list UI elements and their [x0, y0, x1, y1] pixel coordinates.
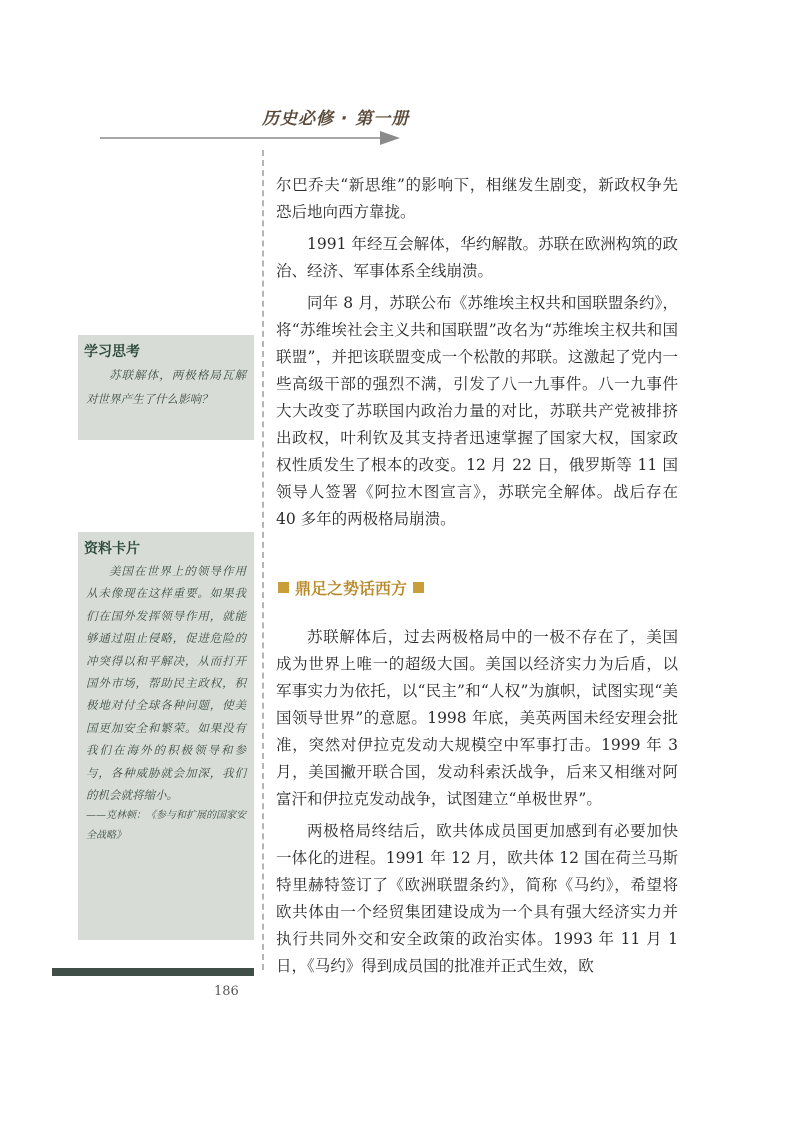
- sidebar-card-box: [78, 532, 254, 940]
- square-bullet-icon: [278, 582, 289, 593]
- square-bullet-icon: [413, 582, 424, 593]
- paragraph: 尔巴乔夫“新思维”的影响下，相继发生剧变，新政权争先恐后地向西方靠拢。: [276, 176, 678, 221]
- paragraph: 两极格局终结后，欧共体成员国更加感到有必要加快一体化的进程。1991 年 12 月，欧共体 12 国在荷兰马斯特里赫特签订了《欧洲联盟条约》，简称《马约》，希望将欧共体由一个经贸集团建设成为一个具有强大经济实力并执行共同外交和安全政策的政治实体。1993 年 11 月 1 日，《马约》得到成员国的批准并正式生效，欧: [276, 822, 678, 975]
- page-number: 186: [214, 984, 239, 999]
- sidebar-card-source: ——克林顿：《参与和扩展的国家安全战略》: [86, 810, 246, 842]
- sidebar-thinking-text: 苏联解体，两极格局瓦解对世界产生了什么影响？: [86, 368, 246, 406]
- sidebar-thinking-title: 学习思考: [84, 344, 140, 360]
- column-divider: [262, 150, 264, 970]
- paragraph: 苏联解体后，过去两极格局中的一极不存在了，美国成为世界上唯一的超级大国。美国以经济实力为后盾，以军事实力为依托，以“民主”和“人权”为旗帜，试图实现“美国领导世界”的意愿。1998 年底，美英两国未经安理会批准，突然对伊拉克发动大规模空中军事打击。1999 年 3 月，美国撇开联合国，发动科索沃战争，后来又相继对阿富汗和伊拉克发动战争，试图建立“单极世界”。: [276, 628, 678, 808]
- paragraph: 同年 8 月，苏联公布《苏维埃主权共和国联盟条约》，将“苏维埃社会主义共和国联盟”改名为“苏维埃主权共和国联盟”，并把该联盟变成一个松散的邦联。这激起了党内一些高级干部的强烈不满，引发了八一九事件。八一九事件大大改变了苏联国内政治力量的对比，苏联共产党被排挤出政权，叶利钦及其支持者迅速掌握了国家大权，国家政权性质发生了根本的改变。12 月 22 日，俄罗斯等 11 国领导人签署《阿拉木图宣言》，苏联完全解体。战后存在 40 多年的两极格局崩溃。: [276, 294, 678, 528]
- footer-bar: [52, 968, 254, 976]
- section-heading-text: 鼎足之势话西方: [295, 579, 408, 598]
- running-header-title: 历史必修 · 第一册: [262, 109, 410, 129]
- paragraph: 1991 年经互会解体，华约解散。苏联在欧洲构筑的政治、经济、军事体系全线崩溃。: [276, 235, 678, 280]
- sidebar-card-title: 资料卡片: [84, 541, 140, 557]
- section-heading: [278, 576, 424, 599]
- header-arrow-icon: [380, 131, 400, 145]
- sidebar-thinking-box: [78, 335, 254, 440]
- sidebar-card-text: 美国在世界上的领导作用从未像现在这样重要。如果我们在国外发挥领导作用，就能够通过阻止侵略，促进危险的冲突得以和平解决，从而打开国外市场，帮助民主政权，积极地对付全球各种问题，使美国更加安全和繁荣。如果没有我们在海外的积极领导和参与，各种威胁就会加深，我们的机会就将缩小。: [86, 564, 246, 803]
- header-rule-line: [100, 137, 382, 139]
- header-rule: [100, 134, 400, 142]
- main-text-block-2: [276, 624, 678, 985]
- main-text-block-1: [276, 172, 678, 538]
